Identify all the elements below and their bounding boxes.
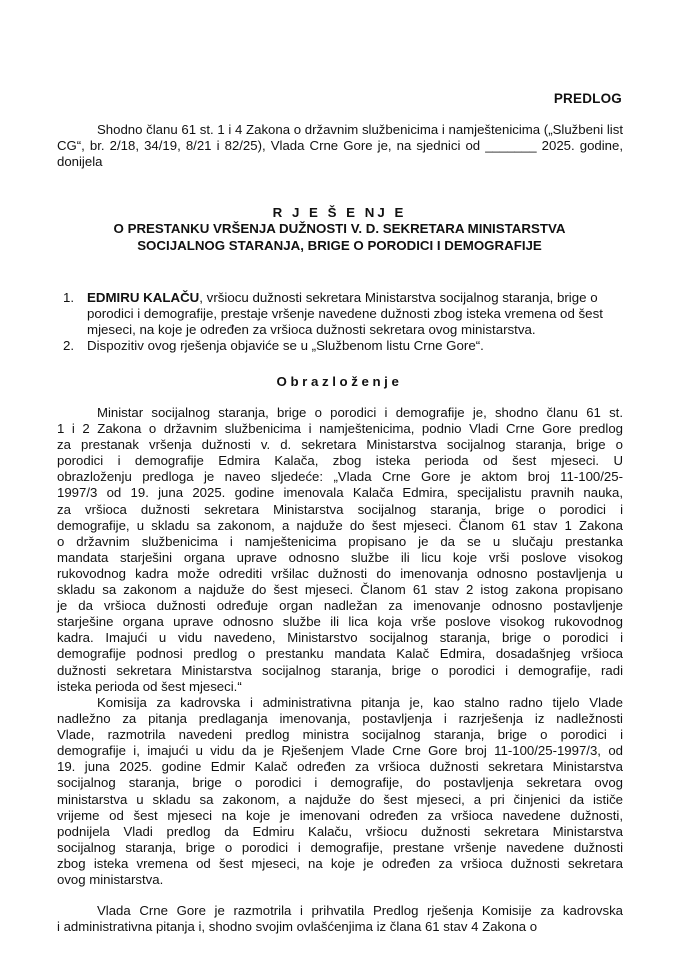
reasoning-heading: Obrazloženje [276,374,403,389]
paragraph-line: Ministar socijalnog staranja, brige o porodici i demografije je, shodno članu 61 st. [97,405,623,420]
disposition-number: 2. [63,338,75,354]
paragraph-line: nadležno za pitanja predlaganja imenovanja, postavljenja i razrješenja iz nadležnosti [57,711,623,727]
paragraph-line: Vlade, razmotrila navedeni predlog ministra socijalnog staranja, brige o porodici i [57,727,623,743]
decision-title-word: R J E Š E NJ E [272,205,407,220]
reasoning-paragraph-2 [57,695,623,888]
paragraph-line: skladu sa zakonom a najduže do šest mjeseci. Članom 61 stav 2 istog zakona propisano [57,582,623,598]
dispositions-list [63,290,623,354]
paragraph-line: socijalnog staranja, brige o porodici i demografije, do postavljenja sekretara ovog [57,775,623,791]
paragraph-line: vrijeme od šest mjeseci na koje je imenovani određen za vršioca navedene dužnosti, [57,807,623,823]
decision-title-line-3: SOCIJALNOG STARANJA, BRIGE O PORODICI I DEMOGRAFIJE [137,237,542,253]
paragraph-line: Vlada Crne Gore je razmotrila i prihvatila Predlog rješenja Komisije za kadrovska [97,903,623,918]
paragraph-line: 1997/3 od 19. juna 2025. godine imenovala Kalača Edmira, specijalistu pravnih nauka, [57,485,623,501]
paragraph-line: o državnim službenicima i namještenicima propisano je da se u slučaju prestanka [57,533,623,549]
person-name: EDMIRU KALAČU [87,290,200,305]
proposal-label: PREDLOG [553,91,622,106]
paragraph-line: obrazloženju predloga je naveo sljedeće: „Vlada Crne Gore je aktom broj 11-100/25- [57,469,623,485]
paragraph-line: za vršioca dužnosti sekretara Ministarstva socijalnog staranja, brige o porodici i [57,501,623,517]
paragraph-line: socijalnog staranja, brige o porodici i demografije, prestane vršenje navedene dužnosti [57,839,623,855]
paragraph-line: 1 i 2 Zakona o državnim službenicima i namještenicima, podnio Vladi Crne Gore predlog [57,421,623,437]
disposition-text: , vršiocu dužnosti sekretara Ministarstva socijalnog staranja, brige o porodici i demografije, prestaje vršenje navedene dužnosti zbog isteka vremena od šest mjeseci, na koje je određen za vršioca dužnosti sekretara ovog ministarstva. [87,290,603,338]
paragraph-line: porodici i demografije Edmira Kalača, zbog isteka perioda od šest mjeseci. U [57,453,623,469]
reasoning-paragraph-3 [57,903,623,935]
paragraph-line: ovog ministarstva. [57,872,164,888]
paragraph-line: demografije i, imajući u vidu da je Rješenjem Vlade Crne Gore broj 11-100/25-1997/3, od [57,743,623,759]
disposition-item [63,338,623,354]
paragraph-line: isteka perioda od šest mjeseci.“ [57,678,242,694]
paragraph-line: podnijela Vladi predlog da Edmiru Kalaču, vršiocu dužnosti sekretara Ministarstva [57,823,623,839]
paragraph-line: starješine organa uprave odnosno službe ili lica koja vrše poslove visokog rukovodnog [57,614,623,630]
reasoning-paragraph-1 [57,405,623,695]
decision-title-line-2: O PRESTANKU VRŠENJA DUŽNOSTI V. D. SEKRETARA MINISTARSTVA [113,221,566,237]
paragraph-line: dužnosti sekretara Ministarstva socijalnog staranja, brige o porodici i demografije, radi [57,662,623,678]
intro-paragraph: Shodno članu 61 st. 1 i 4 Zakona o državnim službenicima i namještenicima („Službeni list CG“, br. 2/18, 34/19, 8/21 i 82/25), Vlada Crne Gore je, na sjednici od _______ 2025. godine, donijela [57,122,623,170]
paragraph-line: za prestanak vršenja dužnosti v. d. sekretara Ministarstva socijalnog staranja, brige o [57,437,623,453]
disposition-item [63,290,623,338]
paragraph-line: ministarstva u skladu sa zakonom, a najduže do šest mjeseci, a pri činjenici da ističe [57,791,623,807]
paragraph-line: 19. juna 2025. godine Edmir Kalač određen za vršioca dužnosti sekretara Ministarstva [57,759,623,775]
disposition-text: Dispozitiv ovog rješenja objaviće se u „Službenom listu Crne Gore“. [87,338,484,354]
decision-title [0,205,679,254]
paragraph-line: zbog isteka vremena od šest mjeseci, na koje je određen za vršioca dužnosti sekretara [57,855,623,871]
paragraph-line: i administrativna pitanja i, shodno svojim ovlašćenjima iz člana 61 stav 4 Zakona o [57,919,538,935]
paragraph-line: mandata starješini organa uprave odnosno službe ili licu koje vrši poslove visokog [57,549,623,565]
paragraph-line: kadra. Imajući u vidu navedeno, Ministarstvo socijalnog staranja, brige o porodici i [57,630,623,646]
disposition-number: 1. [63,290,75,305]
paragraph-line: rukovodnog kadra može odrediti vršilac dužnosti do imenovanja odnosno postavljenja u [57,565,623,581]
paragraph-line: je da vršioca dužnosti određuje organ nadležan za imenovanje odnosno postavljenje [57,598,623,614]
paragraph-line: demografije podnosi predlog o prestanku mandata Kalač Edmira, dosadašnjeg vršioca [57,646,623,662]
paragraph-line: Komisija za kadrovska i administrativna pitanja je, kao stalno radno tijelo Vlade [97,695,623,710]
paragraph-line: demografije, u skladu sa zakonom, a najduže do šest mjeseci. Članom 61 stav 1 Zakona [57,517,623,533]
